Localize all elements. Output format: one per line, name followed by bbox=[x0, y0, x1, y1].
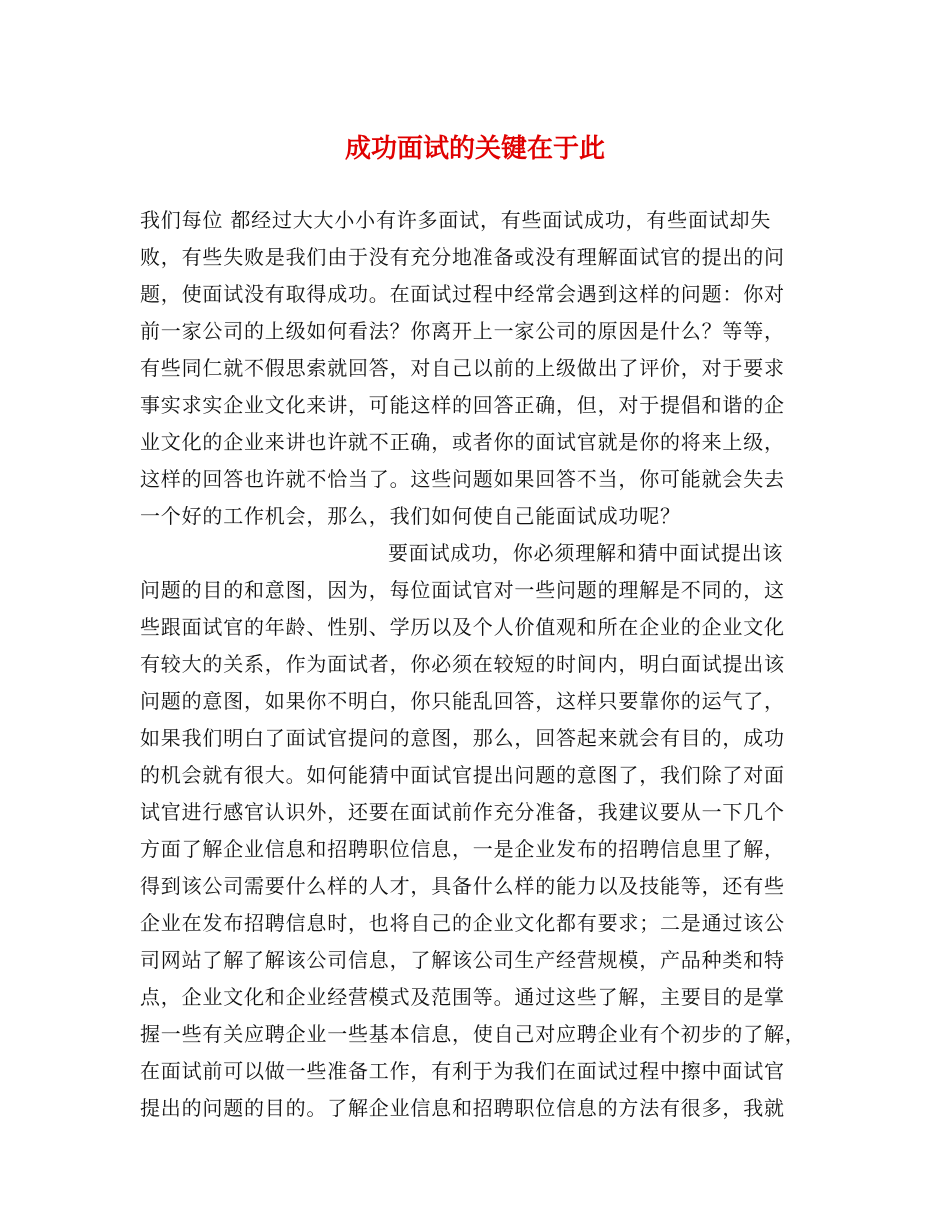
text-line: 如果我们明白了面试官提问的意图，那么，回答起来就会有目的，成功 bbox=[140, 726, 785, 750]
text-line: 试官进行感官认识外，还要在面试前作充分准备，我建议要从一下几个 bbox=[140, 800, 785, 824]
text-line: 一个好的工作机会，那么，我们如何使自己能面试成功呢？ bbox=[140, 504, 681, 528]
text-line: 企业在发布招聘信息时，也将自己的企业文化都有要求；二是通过该公 bbox=[140, 911, 785, 935]
text-line: 有较大的关系，作为面试者，你必须在较短的时间内，明白面试提出该 bbox=[140, 652, 785, 676]
text-line: 握一些有关应聘企业一些基本信息，使自己对应聘企业有个初步的了解， bbox=[140, 1022, 806, 1046]
text-line: 得到该公司需要什么样的人才，具备什么样的能力以及技能等，还有些 bbox=[140, 874, 785, 898]
body-text bbox=[140, 202, 830, 1127]
text-line: 司网站了解了解该公司信息，了解该公司生产经营规模，产品种类和特 bbox=[140, 948, 785, 972]
text-line: 方面了解企业信息和招聘职位信息，一是企业发布的招聘信息里了解， bbox=[140, 837, 785, 861]
text-line: 的机会就有很大。如何能猜中面试官提出问题的意图了，我们除了对面 bbox=[140, 763, 785, 787]
text-line: 业文化的企业来讲也许就不正确，或者你的面试官就是你的将来上级， bbox=[140, 430, 785, 454]
text-line: 在面试前可以做一些准备工作，有利于为我们在面试过程中擦中面试官 bbox=[140, 1059, 785, 1083]
text-line: 点，企业文化和企业经营模式及范围等。通过这些了解，主要目的是掌 bbox=[140, 985, 785, 1009]
page-title: 成功面试的关键在于此 bbox=[344, 134, 605, 164]
text-line: 败，有些失败是我们由于没有充分地准备或没有理解面试官的提出的问 bbox=[140, 245, 785, 269]
text-line: 有些同仁就不假思索就回答，对自己以前的上级做出了评价，对于要求 bbox=[140, 356, 785, 380]
text-line: 题，使面试没有取得成功。在面试过程中经常会遇到这样的问题：你对 bbox=[140, 282, 785, 306]
text-line: 提出的问题的目的。了解企业信息和招聘职位信息的方法有很多，我就 bbox=[140, 1096, 785, 1120]
text-line: 我们每位 都经过大大小小有许多面试，有些面试成功，有些面试却失 bbox=[140, 208, 772, 232]
text-line: 前一家公司的上级如何看法？你离开上一家公司的原因是什么？等等， bbox=[140, 319, 785, 343]
text-line: 事实求实企业文化来讲，可能这样的回答正确，但，对于提倡和谐的企 bbox=[140, 393, 785, 417]
text-line: 些跟面试官的年龄、性别、学历以及个人价值观和所在企业的企业文化 bbox=[140, 615, 785, 639]
text-line: 问题的目的和意图，因为，每位面试官对一些问题的理解是不同的，这 bbox=[140, 578, 785, 602]
text-line: 这样的回答也许就不恰当了。这些问题如果回答不当，你可能就会失去 bbox=[140, 467, 785, 491]
text-line: 要面试成功，你必须理解和猜中面试提出该 bbox=[388, 541, 784, 565]
text-line: 问题的意图，如果你不明白，你只能乱回答，这样只要靠你的运气了， bbox=[140, 689, 785, 713]
